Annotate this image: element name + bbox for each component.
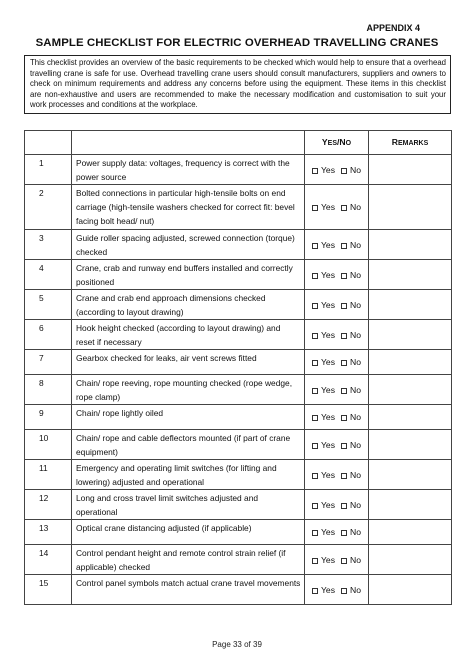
page-footer: Page 33 of 39 — [212, 640, 262, 649]
no-label: No — [350, 412, 362, 422]
table-row — [25, 185, 452, 230]
row-number: 9 — [25, 405, 72, 430]
row-remarks-cell[interactable] — [369, 185, 452, 230]
no-checkbox[interactable] — [341, 530, 347, 536]
row-yes-no-cell — [305, 460, 369, 490]
row-item-text: Crane, crab and runway end buffers installed and correctly positioned — [72, 260, 305, 290]
no-label: No — [350, 299, 362, 310]
row-number: 1 — [25, 155, 72, 185]
no-label: No — [350, 584, 362, 595]
row-yes-no-cell — [305, 320, 369, 350]
row-remarks-cell[interactable] — [369, 230, 452, 260]
row-number: 3 — [25, 230, 72, 260]
row-number: 4 — [25, 260, 72, 290]
row-remarks-cell[interactable] — [369, 350, 452, 375]
table-row — [25, 430, 452, 460]
no-checkbox[interactable] — [341, 415, 347, 421]
table-row — [25, 545, 452, 575]
row-remarks-cell[interactable] — [369, 490, 452, 520]
table-row — [25, 490, 452, 520]
row-remarks-cell[interactable] — [369, 575, 452, 605]
row-remarks-cell[interactable] — [369, 260, 452, 290]
table-row — [25, 320, 452, 350]
row-item-text: Long and cross travel limit switches adjusted and operational — [72, 490, 305, 520]
no-checkbox[interactable] — [341, 473, 347, 479]
row-remarks-cell[interactable] — [369, 430, 452, 460]
no-label: No — [350, 357, 362, 367]
row-item-text: Optical crane distancing adjusted (if applicable) — [72, 520, 305, 545]
no-label: No — [350, 554, 362, 565]
table-row — [25, 350, 452, 375]
no-checkbox[interactable] — [341, 503, 347, 509]
no-label: No — [350, 269, 362, 280]
row-item-text: Chain/ rope reeving, rope mounting checked (rope wedge, rope clamp) — [72, 375, 305, 405]
yes-checkbox[interactable] — [312, 473, 318, 479]
row-yes-no-cell — [305, 545, 369, 575]
yes-checkbox[interactable] — [312, 588, 318, 594]
no-checkbox[interactable] — [341, 558, 347, 564]
no-label: No — [350, 164, 362, 175]
no-label: No — [350, 202, 362, 212]
table-row — [25, 290, 452, 320]
row-yes-no-cell — [305, 520, 369, 545]
table-row — [25, 230, 452, 260]
yes-checkbox[interactable] — [312, 530, 318, 536]
no-label: No — [350, 439, 362, 450]
yes-checkbox[interactable] — [312, 243, 318, 249]
yes-label: Yes — [320, 269, 336, 280]
yes-checkbox[interactable] — [312, 303, 318, 309]
no-checkbox[interactable] — [341, 205, 347, 211]
no-checkbox[interactable] — [341, 168, 347, 174]
yes-label: Yes — [320, 384, 336, 395]
row-yes-no-cell — [305, 260, 369, 290]
table-row — [25, 575, 452, 605]
no-label: No — [350, 329, 362, 340]
row-yes-no-cell — [305, 155, 369, 185]
row-remarks-cell[interactable] — [369, 155, 452, 185]
row-item-text: Control pendant height and remote control strain relief (if applicable) checked — [72, 545, 305, 575]
no-checkbox[interactable] — [341, 443, 347, 449]
row-item-text: Guide roller spacing adjusted, screwed connection (torque) checked — [72, 230, 305, 260]
yes-label: Yes — [320, 299, 336, 310]
row-item-text: Power supply data: voltages, frequency is correct with the power source — [72, 155, 305, 185]
row-item-text: Crane and crab end approach dimensions checked (according to layout drawing) — [72, 290, 305, 320]
row-number: 8 — [25, 375, 72, 405]
appendix-label: APPENDIX 4 — [366, 23, 420, 33]
header-yes-no: YES/NO — [305, 131, 369, 155]
row-remarks-cell[interactable] — [369, 320, 452, 350]
row-yes-no-cell — [305, 575, 369, 605]
row-remarks-cell[interactable] — [369, 375, 452, 405]
yes-checkbox[interactable] — [312, 168, 318, 174]
row-yes-no-cell — [305, 405, 369, 430]
no-label: No — [350, 527, 362, 537]
table-row — [25, 260, 452, 290]
intro-box: This checklist provides an overview of the basic requirements to be checked which would help to ensure that a overhead travelling crane is safe for use. Overhead travelling crane users should consult manufacturers, suppliers and owners to check on minimum requirements and address any concerns before using the equipment. These items in this checklist are non-exhaustive and users are recommended to make the necessary modification and customisation to suit your work processes and conditions at the workplace. — [24, 55, 451, 114]
yes-label: Yes — [320, 239, 336, 250]
no-checkbox[interactable] — [341, 388, 347, 394]
row-yes-no-cell — [305, 185, 369, 230]
row-yes-no-cell — [305, 290, 369, 320]
no-label: No — [350, 499, 362, 510]
row-yes-no-cell — [305, 490, 369, 520]
no-label: No — [350, 239, 362, 250]
row-number: 7 — [25, 350, 72, 375]
yes-label: Yes — [320, 584, 336, 595]
row-yes-no-cell — [305, 430, 369, 460]
no-checkbox[interactable] — [341, 273, 347, 279]
yes-label: Yes — [320, 202, 336, 212]
row-number: 2 — [25, 185, 72, 230]
row-number: 6 — [25, 320, 72, 350]
no-label: No — [350, 469, 362, 480]
row-yes-no-cell — [305, 230, 369, 260]
row-item-text: Gearbox checked for leaks, air vent screws fitted — [72, 350, 305, 375]
header-item-cell — [72, 131, 305, 155]
yes-label: Yes — [320, 329, 336, 340]
row-number: 11 — [25, 460, 72, 490]
row-remarks-cell[interactable] — [369, 460, 452, 490]
row-item-text: Emergency and operating limit switches (for lifting and lowering) adjusted and operational — [72, 460, 305, 490]
table-row — [25, 375, 452, 405]
no-checkbox[interactable] — [341, 588, 347, 594]
row-item-text: Control panel symbols match actual crane travel movements — [72, 575, 305, 605]
yes-checkbox[interactable] — [312, 503, 318, 509]
checklist-table — [24, 130, 452, 605]
row-yes-no-cell — [305, 375, 369, 405]
table-row — [25, 405, 452, 430]
row-remarks-cell[interactable] — [369, 545, 452, 575]
header-number-cell — [25, 131, 72, 155]
row-item-text: Hook height checked (according to layout drawing) and reset if necessary — [72, 320, 305, 350]
row-remarks-cell[interactable] — [369, 290, 452, 320]
yes-label: Yes — [320, 499, 336, 510]
yes-label: Yes — [320, 527, 336, 537]
yes-checkbox[interactable] — [312, 273, 318, 279]
row-number: 10 — [25, 430, 72, 460]
yes-checkbox[interactable] — [312, 558, 318, 564]
yes-label: Yes — [320, 554, 336, 565]
yes-checkbox[interactable] — [312, 388, 318, 394]
table-row — [25, 460, 452, 490]
page-title: SAMPLE CHECKLIST FOR ELECTRIC OVERHEAD TRAVELLING CRANES — [35, 37, 439, 49]
yes-label: Yes — [320, 469, 336, 480]
yes-label: Yes — [320, 357, 336, 367]
no-checkbox[interactable] — [341, 333, 347, 339]
row-remarks-cell[interactable] — [369, 520, 452, 545]
table-header-row — [25, 131, 452, 155]
yes-checkbox[interactable] — [312, 205, 318, 211]
row-item-text: Chain/ rope lightly oiled — [72, 405, 305, 430]
row-item-text: Chain/ rope and cable deflectors mounted (if part of crane equipment) — [72, 430, 305, 460]
table-row — [25, 520, 452, 545]
row-number: 12 — [25, 490, 72, 520]
row-item-text: Bolted connections in particular high-tensile bolts on end carriage (high-tensile washers checked for correct fit: bevel facing bolt head/ nut) — [72, 185, 305, 230]
row-number: 15 — [25, 575, 72, 605]
no-label: No — [350, 384, 362, 395]
row-remarks-cell[interactable] — [369, 405, 452, 430]
yes-checkbox[interactable] — [312, 415, 318, 421]
header-remarks: REMARKS — [369, 131, 452, 155]
no-checkbox[interactable] — [341, 360, 347, 366]
yes-checkbox[interactable] — [312, 333, 318, 339]
row-yes-no-cell — [305, 350, 369, 375]
no-checkbox[interactable] — [341, 243, 347, 249]
yes-label: Yes — [320, 439, 336, 450]
yes-label: Yes — [320, 412, 336, 422]
table-row — [25, 155, 452, 185]
yes-label: Yes — [320, 164, 336, 175]
row-number: 13 — [25, 520, 72, 545]
yes-checkbox[interactable] — [312, 443, 318, 449]
row-number: 14 — [25, 545, 72, 575]
row-number: 5 — [25, 290, 72, 320]
no-checkbox[interactable] — [341, 303, 347, 309]
yes-checkbox[interactable] — [312, 360, 318, 366]
